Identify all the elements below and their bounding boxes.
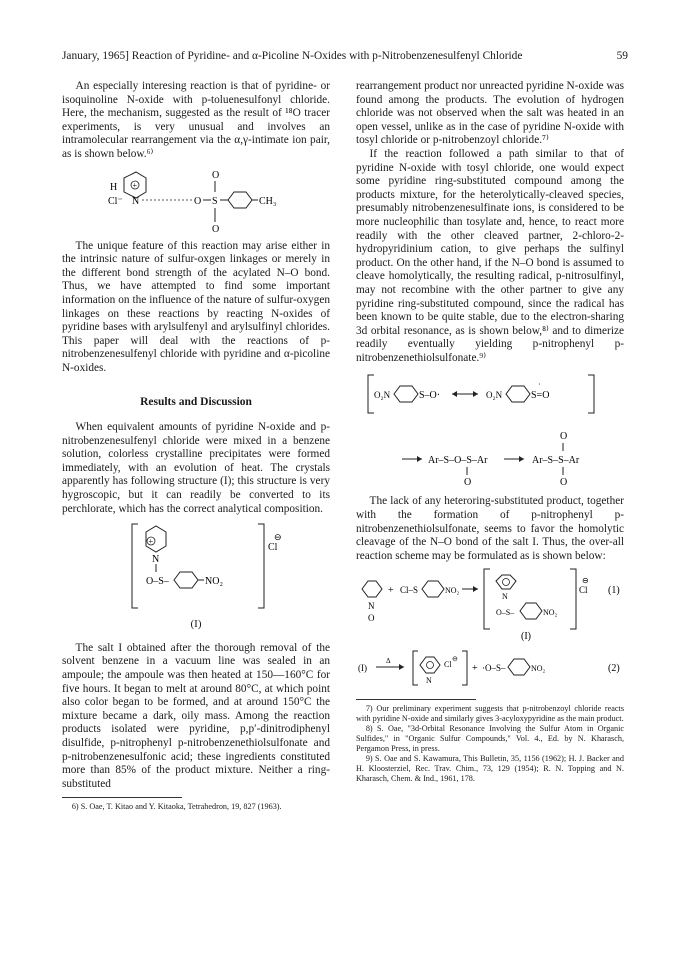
right-bracket <box>258 524 264 608</box>
plus-sign: + <box>388 585 394 597</box>
chloride-ion: Cl⁻ <box>108 195 123 207</box>
paragraph: When equivalent amounts of pyridine N-oxide and p-nitrobenzenesulfenyl chloride were mixed in a benzene solution, colorless crystalline precipitates were formed immediately, with an evolution of heat. The crystals apparently has following structure (I); this structure is very hygroscopic, but it can readily be converted to its perchlorate, which has the correct analytical composition. <box>62 421 330 515</box>
reactant-label: (I) <box>358 663 367 674</box>
nitro-group: O₂N <box>486 390 503 401</box>
left-bracket <box>484 569 490 629</box>
equation-number: (1) <box>608 585 620 597</box>
methyl-group: CH₃ <box>259 195 277 207</box>
o-atom: O <box>464 477 472 489</box>
benzene-ring <box>506 386 530 402</box>
n-atom: N <box>152 554 160 566</box>
running-header <box>62 50 628 62</box>
resonance-scheme <box>356 367 624 493</box>
arrow-head <box>399 664 404 670</box>
right-bracket <box>570 569 576 629</box>
sulfenyl-chloride: Cl–S <box>400 585 419 596</box>
footnote-rule <box>356 699 476 700</box>
paragraph: rearrangement product nor unreacted pyridine N-oxide was found among the products. The evolution of hydrogen chloride was not observed when the salt was heated in an open vessel, unlike as in the case of pyridine N-oxide with tosyl chloride or p-nitrobenzoyl chloride.⁷⁾ <box>356 80 624 147</box>
plus-sign: + <box>472 663 478 675</box>
right-bracket <box>462 651 467 685</box>
arrow-head <box>473 586 478 592</box>
charge-circle <box>503 579 510 586</box>
arrow-head <box>519 456 524 462</box>
dimer: Ar–S–O–S–Ar <box>428 455 488 467</box>
plus-sign: + <box>132 180 138 190</box>
o-atom: O <box>368 613 375 624</box>
minus-sign: ⊖ <box>274 532 282 543</box>
page-number: 59 <box>616 50 628 62</box>
pyridine-ring <box>496 575 516 589</box>
pyridine-ring <box>420 657 440 673</box>
chloride-ion: Cl <box>268 542 278 554</box>
heat-symbol: Δ <box>386 657 391 666</box>
chloride-ion: Cl <box>579 585 588 596</box>
benzene-ring <box>228 192 252 208</box>
o-atom-top: O <box>212 169 220 181</box>
nitro-group: NO₂ <box>205 576 223 588</box>
o-s-group: O–S– <box>146 576 169 588</box>
minus-sign: ⊖ <box>452 655 458 664</box>
footnote: 6) S. Oae, T. Kitao and Y. Kitaoka, Tetrahedron, 19, 827 (1963). <box>71 802 282 812</box>
nitro-group: O₂N <box>374 390 391 401</box>
nitro-group: NO₂ <box>543 608 558 618</box>
arrow-head <box>417 456 422 462</box>
s-atom: S <box>212 195 218 207</box>
structure-label: (I) <box>521 631 531 643</box>
benzene-ring <box>394 386 418 402</box>
o-atom-bottom: O <box>212 223 220 235</box>
pyridine-ring <box>362 581 382 597</box>
footnote: 9) S. Oae and S. Kawamura, This Bulletin, 35, 1156 (1962); H. J. Backer and H. Kloosterziel, Rec. Trav. Chim., 73, 129 (1954); R. N. Topping and N. Kharasch, Chem. & Ind., 1961, 178. <box>356 754 624 784</box>
paragraph: An especially interesing reaction is that of pyridine- or isoquinoline N-oxide with p-toluenesulfonyl chloride. Here, the mechanism, suggested as the result of ¹⁸O tracer experiments, is very unusual and involves an intramolecular rearrangement via the α,γ-intimate ion pair, as is shown below.⁶⁾ <box>62 80 330 160</box>
paragraph: If the reaction followed a path similar to that of pyridine N-oxide with tosyl chloride, one would expect some pyridine ring-substituted compound among the products mixture, for the heterolytically-cleaved species, presumably nitrobenzenesulfinate ions, is considered to be more nucleophilic than tosylate and, hence, to react more readily with the other cleaved partner, 2-chloro-2-hydropyridinium cation, to give perhaps the sulfinyl product. On the other hand, if the N–O bond is assumed to cleave homolytically, the resulting radical, p-nitrosulfinyl, may not recombine with the other partner to give any pyridine ring-substituted compound, since the radical has been known to be quite stable, due to the electron-sharing 3d orbital resonance, as is shown below,⁸⁾ and to dimerize readily eventually yielding p-nitrophenyl p-nitrobenzenethiolsulfonate.⁹⁾ <box>356 147 624 364</box>
sulfinyl-resonance: S=O <box>531 390 550 402</box>
benzene-ring <box>508 659 530 675</box>
radical-dot: · <box>538 380 541 390</box>
footnote: 8) S. Oae, "3d-Orbital Resonance Involving the Sulfur Atom in Organic Sulfides," in "Organic Sulfur Compounds," Vol. 4., Ed. by N. Kharasch, Pergamon Press, in press. <box>356 724 624 754</box>
o-s-group: O–S– <box>496 608 515 618</box>
charge-circle <box>427 662 434 669</box>
section-heading: Results and Discussion <box>140 395 252 408</box>
left-bracket <box>413 651 418 685</box>
arrow-head <box>452 391 457 397</box>
nitro-group: NO₂ <box>531 664 546 674</box>
minus-sign: ⊖ <box>582 576 589 586</box>
structure-label: (I) <box>190 618 202 631</box>
salt-I-diagram <box>62 518 330 616</box>
o-atom: O <box>560 477 568 489</box>
left-column <box>62 80 330 812</box>
benzene-ring <box>174 572 198 588</box>
paragraph: The lack of any heteroring-substituted product, together with the formation of p-nitrophenyl p-nitrobenzenethiolsulfonate, seems to favor the homolytic cleavage of the N–O bond of the salt I. Thus, the over-all reaction scheme may be formulated as is shown below: <box>356 495 624 562</box>
thiolsulfonate: Ar–S–S–Ar <box>532 455 580 467</box>
running-title: January, 1965] Reaction of Pyridine- and α-Picoline N-Oxides with p-Nitrobenzenesulfenyl Chloride <box>62 50 523 62</box>
reaction-scheme-diagram <box>356 565 624 693</box>
right-bracket <box>588 375 594 413</box>
resonance-diagram <box>356 367 624 493</box>
benzene-ring <box>520 603 542 619</box>
right-column <box>356 80 624 784</box>
sulfinyl-radical: S–O· <box>419 390 441 402</box>
arrow-head <box>473 391 478 397</box>
h-atom: H <box>110 181 118 193</box>
o-atom: O <box>194 195 202 207</box>
n-atom: N <box>502 592 508 602</box>
reaction-scheme <box>356 565 624 693</box>
n-atom: N <box>132 195 140 207</box>
sulfinyl-radical: ·O–S– <box>482 663 506 674</box>
ion-pair-diagram <box>62 164 330 238</box>
nitro-group: NO₂ <box>445 586 460 596</box>
equation-number: (2) <box>608 663 620 675</box>
n-atom: N <box>368 601 375 612</box>
left-bracket <box>132 524 138 608</box>
footnote-rule <box>62 797 182 798</box>
paragraph: The unique feature of this reaction may arise either in the intrinsic nature of sulfur-oxgen linkages or merely in the different bond strength of the acylated N–O bond. Thus, we have attempted to find some important information on the influence of the nature of sulfur-oxygen linkages on these reactions by reacting N-oxides of pyridine bases with arylsulfenyl and arylsulfinyl chlorides. This paper will deal with the reactions of p-nitrobenzenesulfenyl chloride with pyridine and α-picoline N-oxides. <box>62 239 330 374</box>
o-atom: O <box>560 431 568 443</box>
salt-I-structure <box>62 518 330 616</box>
chloride-ion: Cl <box>444 660 452 670</box>
paragraph: The salt I obtained after the thorough removal of the solvent benzene in a vacuum line was sealed in an ampoule; the ampoule was then heated at 150—160°C for five hours. It began to melt at around 80°C, at which point also color began to be formed, and at around 150°C the mixture became a dark, oily mass. Among the reaction products isolated were pyridine, p,p′-dinitrodiphenyl disulfide, p-nitrophenyl p-nitrobenzenethiolsulfonate and p-nitrobenzenesulfonic acid; these ingredients constituted more than 85% of the product mixture. Neither a ring-substituted <box>62 641 330 790</box>
n-atom: N <box>426 676 432 686</box>
ion-pair-structure <box>62 164 330 238</box>
benzene-ring <box>422 581 444 597</box>
plus-sign: + <box>148 537 154 547</box>
footnote: 7) Our preliminary experiment suggests that p-nitrobenzoyl chloride reacts with pyridine N-oxide and similarly gives 3-acyloxypyridine as the main product. <box>356 704 624 724</box>
